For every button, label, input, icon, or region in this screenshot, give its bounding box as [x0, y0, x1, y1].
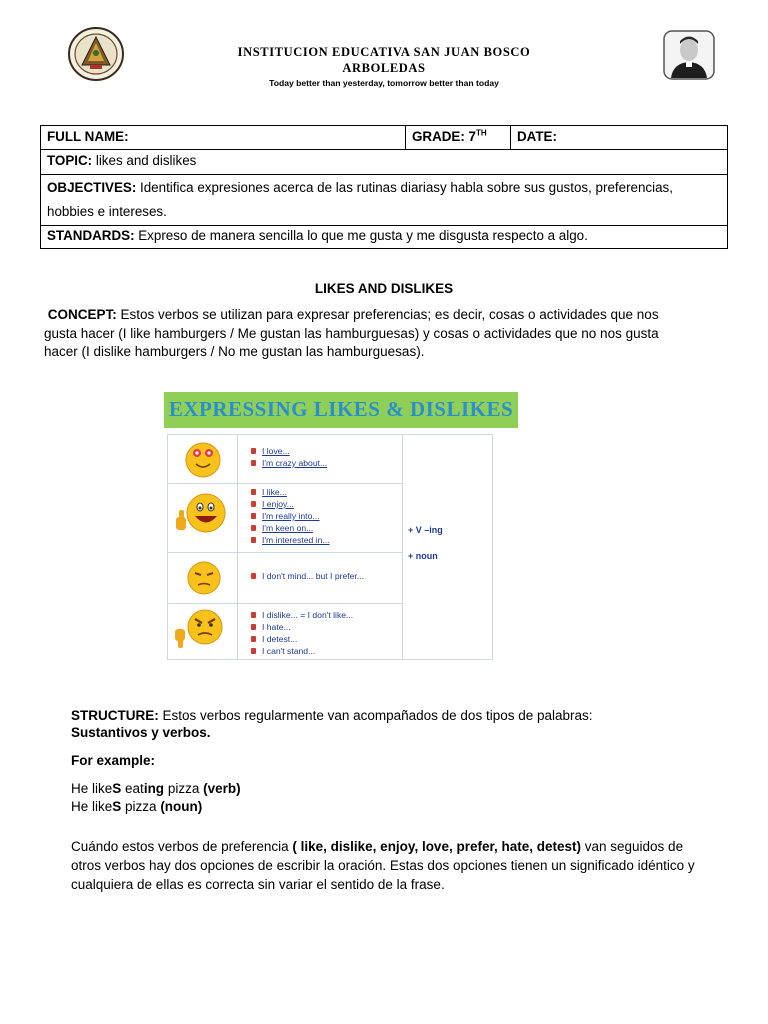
list-item: I don't mind... but I prefer...: [250, 570, 364, 582]
date-label: DATE:: [517, 129, 557, 144]
list-item: I like...: [250, 486, 330, 498]
neutral-phrases-list: [250, 570, 364, 582]
list-item: I hate...: [250, 621, 353, 633]
thumbs-down-face-icon: [172, 607, 228, 658]
grade-label: GRADE: 7TH: [412, 129, 487, 145]
list-item: I'm crazy about...: [250, 457, 327, 469]
list-item: I can't stand...: [250, 645, 353, 657]
list-item: I'm interested in...: [250, 534, 330, 546]
saint-portrait-image: [663, 30, 715, 80]
list-item: I dislike... = I don't like...: [250, 609, 353, 621]
lesson-info-table: [40, 125, 728, 249]
standards-row: STANDARDS: Expreso de manera sencilla lo que me gusta y me disgusta respecto a algo.: [41, 226, 728, 249]
love-phrases-list: [250, 445, 327, 469]
full-name-label: FULL NAME:: [47, 129, 129, 144]
school-motto: Today better than yesterday, tomorrow better than today: [269, 78, 499, 88]
dislike-phrases-list: [250, 609, 353, 657]
like-phrases-list: [250, 486, 330, 546]
closing-paragraph: Cuándo estos verbos de preferencia ( like, dislike, enjoy, love, prefer, hate, detest) van seguidos de otros verbos hay dos opciones de escribir la oración. Estas dos opciones tienen un significado idéntico y cualquiera de ellas es correcta sin variar el sentido de la frase.: [71, 839, 695, 892]
list-item: I detest...: [250, 633, 353, 645]
love-face-icon: [184, 439, 222, 484]
likes-dislikes-infographic: [164, 392, 520, 662]
list-item: I'm really into...: [250, 510, 330, 522]
structure-paragraph: STRUCTURE: Estos verbos regularmente van acompañados de dos tipos de palabras: Sustantivos y verbos.: [71, 708, 593, 740]
phrases-table: [167, 434, 493, 660]
objectives-row: OBJECTIVES: Identifica expresiones acerca de las rutinas diariasy habla sobre sus gustos, preferencias, hobbies e intereses.: [41, 175, 728, 226]
example-noun-sentence: He likeS pizza (noun): [71, 799, 203, 814]
example-verb-sentence: He likeS eating pizza (verb): [71, 781, 241, 796]
list-item: I'm keen on...: [250, 522, 330, 534]
school-name: INSTITUCION EDUCATIVA SAN JUAN BOSCO: [237, 45, 531, 59]
list-item: I enjoy...: [250, 498, 330, 510]
infographic-banner-title: EXPRESSING LIKES & DISLIKES: [168, 397, 514, 421]
section-title: LIKES AND DISLIKES: [314, 281, 454, 296]
list-item: I love...: [250, 445, 327, 457]
verb-ing-pattern: + V –ing: [408, 525, 443, 535]
school-city: ARBOLEDAS: [342, 61, 426, 75]
topic-row: TOPIC: likes and dislikes: [41, 150, 728, 175]
example-heading: For example:: [71, 753, 156, 768]
noun-pattern: + noun: [408, 551, 438, 561]
concept-paragraph: CONCEPT: Estos verbos se utilizan para expresar preferencias; es decir, cosas o actividades que nos gusta hacer (I like hamburgers / Me gustan las hamburguesas) y cosas o actividades que no nos gusta hacer (I dislike hamburgers / No me gustan las hamburguesas).: [44, 307, 659, 359]
neutral-face-icon: [186, 559, 222, 602]
thumbs-up-face-icon: [173, 489, 233, 544]
